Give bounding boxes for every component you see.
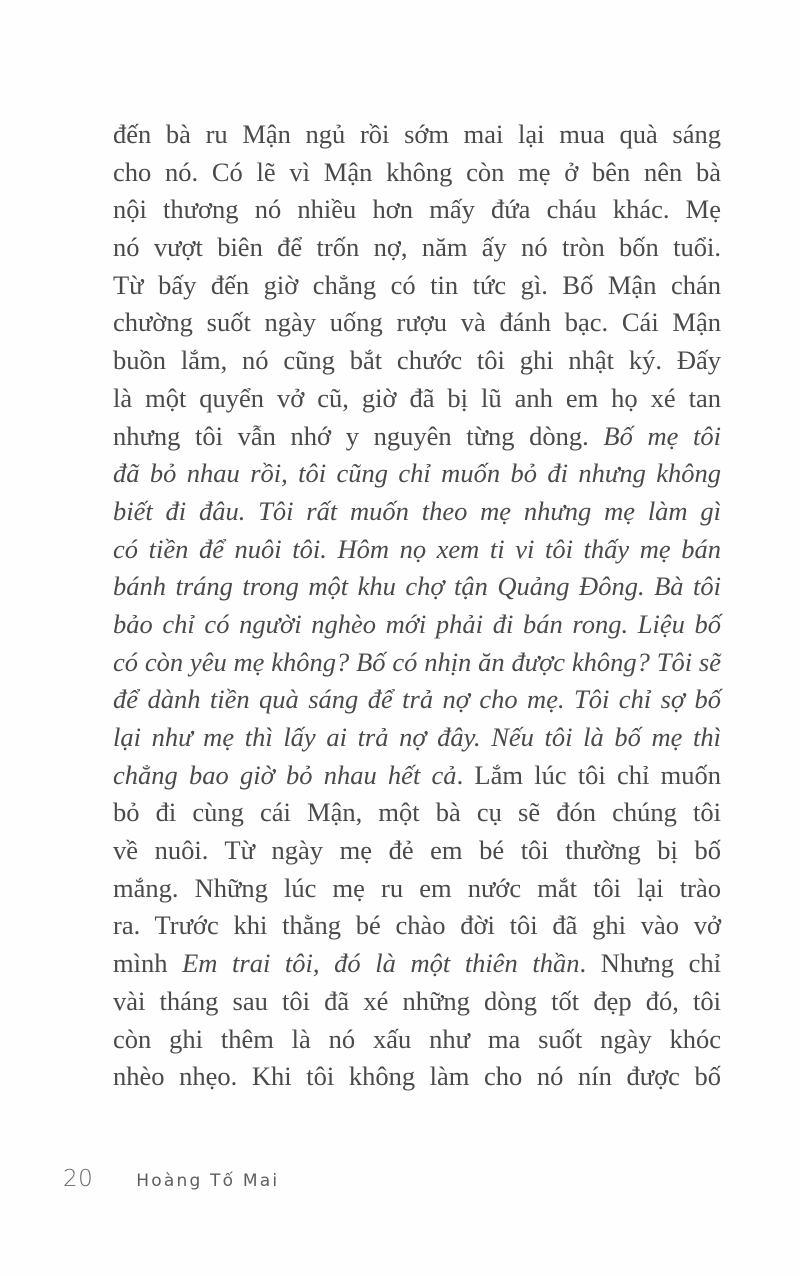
page-footer	[63, 1166, 279, 1192]
text-line	[113, 644, 721, 682]
text-segment: . Lắm lúc tôi chỉ muốn	[456, 759, 722, 790]
text-line	[113, 116, 721, 154]
text-segment: còn ghi thêm là nó xấu như ma suốt ngày khóc	[113, 1023, 721, 1054]
italic-text-segment: bánh tráng trong một khu chợ tận Quảng Đông. Bà tôi	[113, 571, 721, 602]
text-segment: nó vượt biên để trốn nợ, năm ấy nó tròn bốn tuổi.	[113, 232, 721, 263]
text-line	[113, 154, 721, 192]
text-segment: ra. Trước khi thằng bé chào đời tôi đã ghi vào vở	[113, 910, 721, 941]
text-line	[113, 493, 721, 531]
text-line	[113, 267, 721, 305]
italic-text-segment: bảo chỉ có người nghèo mới phải đi bán rong. Liệu bố	[113, 608, 721, 639]
page-number: 20	[63, 1166, 94, 1192]
text-segment: Từ bấy đến giờ chẳng có tin tức gì. Bố Mận chán	[113, 269, 721, 300]
text-line	[113, 983, 721, 1021]
text-line	[113, 907, 721, 945]
text-line	[113, 719, 721, 757]
text-segment: mình	[113, 948, 183, 979]
text-segment: nhưng tôi vẫn nhớ y nguyên từng dòng.	[113, 420, 604, 451]
text-segment: là một quyển vở cũ, giờ đã bị lũ anh em họ xé tan	[113, 382, 721, 413]
text-line	[113, 342, 721, 380]
text-line	[113, 870, 721, 908]
italic-text-segment: lại như mẹ thì lấy ai trả nợ đây. Nếu tôi là bố mẹ thì	[113, 722, 721, 752]
text-line	[113, 681, 721, 719]
italic-text-segment: có còn yêu mẹ không? Bố có nhịn ăn được không? Tôi sẽ	[113, 646, 721, 677]
text-segment: . Nhưng chỉ	[579, 948, 721, 979]
running-header-author: Hoàng Tố Mai	[136, 1171, 280, 1191]
text-line	[113, 1058, 721, 1096]
text-line	[113, 229, 721, 267]
text-line	[113, 606, 721, 644]
text-segment: nội thương nó nhiều hơn mấy đứa cháu khác. Mẹ	[113, 194, 721, 225]
italic-text-segment: Bố mẹ tôi	[603, 420, 721, 451]
text-line	[113, 794, 721, 832]
body-text	[113, 116, 721, 1096]
text-line	[113, 832, 721, 870]
text-line	[113, 304, 721, 342]
text-line	[113, 568, 721, 606]
text-line	[113, 455, 721, 493]
text-line	[113, 531, 721, 569]
italic-text-segment: đã bỏ nhau rồi, tôi cũng chỉ muốn bỏ đi nhưng không	[113, 458, 721, 489]
text-segment: về nuôi. Từ ngày mẹ đẻ em bé tôi thường bị bố	[113, 835, 721, 866]
text-line	[113, 757, 721, 795]
text-line	[113, 1021, 721, 1059]
text-segment: mắng. Những lúc mẹ ru em nước mắt tôi lại trào	[113, 872, 721, 903]
italic-text-segment: biết đi đâu. Tôi rất muốn theo mẹ nhưng mẹ làm gì	[113, 495, 721, 526]
italic-text-segment: Em trai tôi, đó là một thiên thần	[182, 948, 580, 979]
italic-text-segment: có tiền để nuôi tôi. Hôm nọ xem ti vi tôi thấy mẹ bán	[113, 533, 721, 564]
text-segment: nhèo nhẹo. Khi tôi không làm cho nó nín được bố	[113, 1061, 721, 1092]
text-segment: đến bà ru Mận ngủ rồi sớm mai lại mua quà sáng	[113, 119, 721, 149]
text-segment: cho nó. Có lẽ vì Mận không còn mẹ ở bên nên bà	[113, 156, 721, 187]
text-segment: bỏ đi cùng cái Mận, một bà cụ sẽ đón chúng tôi	[113, 797, 721, 828]
text-segment: vài tháng sau tôi đã xé những dòng tốt đẹp đó, tôi	[113, 985, 721, 1016]
text-segment: buồn lắm, nó cũng bắt chước tôi ghi nhật ký. Đấy	[113, 345, 721, 376]
italic-text-segment: chẳng bao giờ bỏ nhau hết cả	[113, 759, 457, 790]
text-line	[113, 418, 721, 456]
italic-text-segment: để dành tiền quà sáng để trả nợ cho mẹ. Tôi chỉ sợ bố	[113, 684, 721, 715]
text-line	[113, 380, 721, 418]
text-line	[113, 945, 721, 983]
text-segment: chường suốt ngày uống rượu và đánh bạc. Cái Mận	[113, 307, 721, 338]
text-line	[113, 191, 721, 229]
